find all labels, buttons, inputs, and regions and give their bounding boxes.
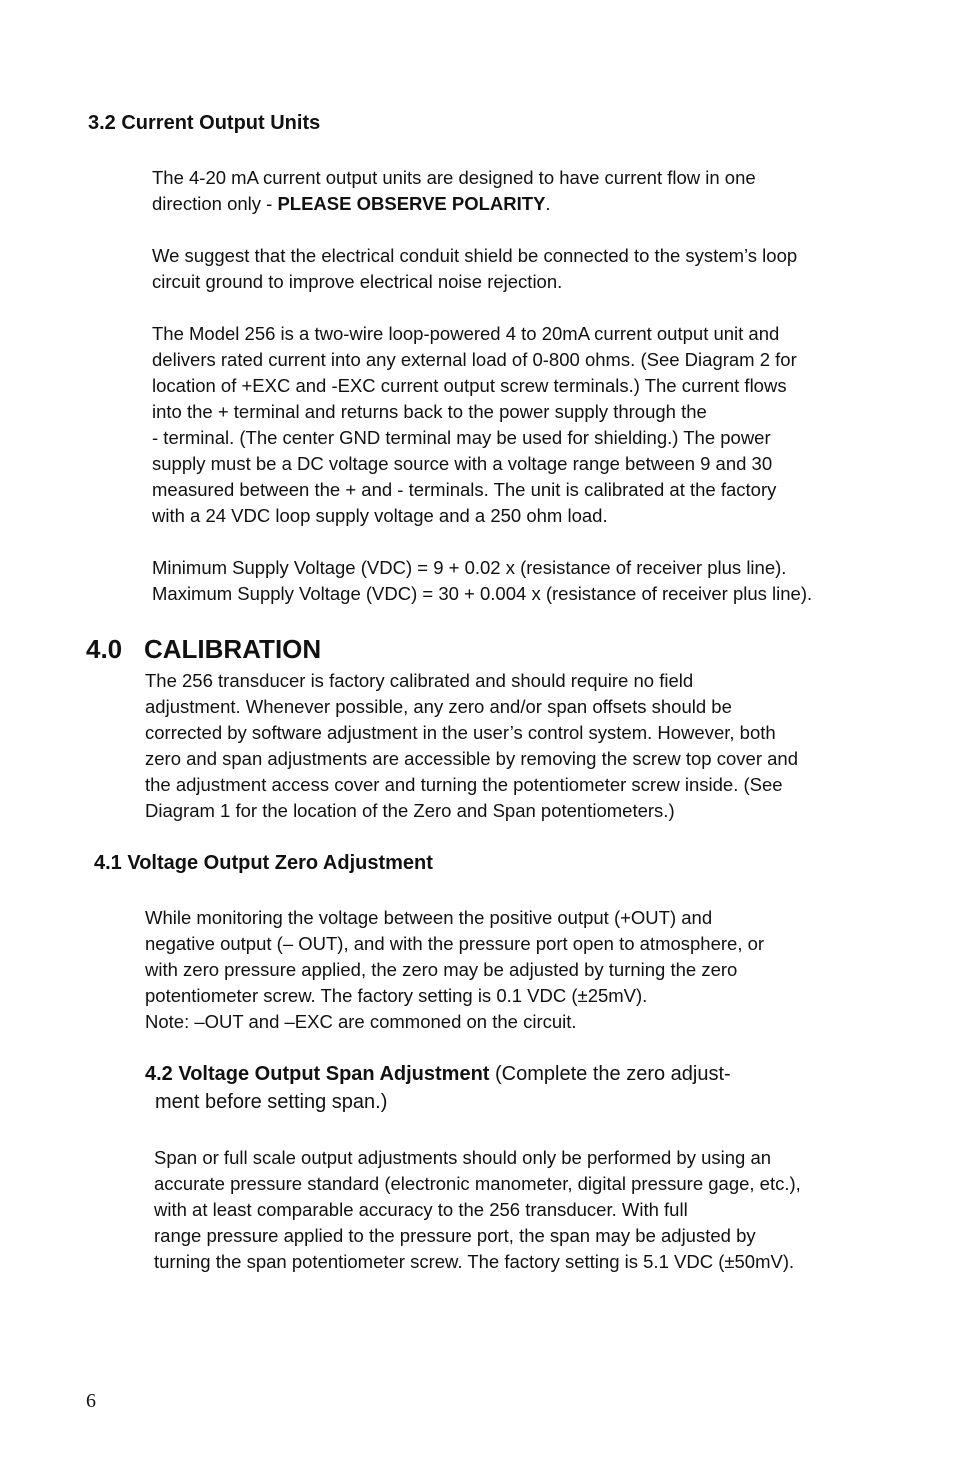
section-4-1-heading: 4.1 Voltage Output Zero Adjustment	[94, 852, 433, 874]
section-4-2-note: (Complete the zero adjust-	[489, 1063, 731, 1085]
text-line: We suggest that the electrical conduit shield be connected to the system’s loop	[152, 245, 798, 266]
text-line: While monitoring the voltage between the positive output (+OUT) and	[145, 907, 713, 928]
section-3-2-paragraph-shield	[152, 243, 797, 295]
text-fragment: direction only -	[152, 193, 278, 214]
page-number: 6	[86, 1390, 96, 1412]
text-line: potentiometer screw. The factory setting is 0.1 VDC (±25mV).	[145, 985, 648, 1006]
text-line: - terminal. (The center GND terminal may be used for shielding.) The power	[152, 427, 771, 448]
section-4-0-body	[145, 668, 798, 824]
section-4-2-body	[154, 1145, 801, 1275]
text-line: the adjustment access cover and turning the potentiometer screw inside. (See	[145, 774, 783, 795]
text-line: delivers rated current into any external load of 0-800 ohms. (See Diagram 2 for	[152, 349, 797, 370]
text-line: circuit ground to improve electrical noise rejection.	[152, 271, 563, 292]
section-4-1-body	[145, 905, 764, 1035]
text-line: measured between the + and - terminals. The unit is calibrated at the factory	[152, 479, 777, 500]
text-line: corrected by software adjustment in the user’s control system. However, both	[145, 722, 776, 743]
text-line: Span or full scale output adjustments should only be performed by using an	[154, 1147, 772, 1168]
text-line: adjustment. Whenever possible, any zero and/or span offsets should be	[145, 696, 732, 717]
section-4-2-heading	[145, 1060, 731, 1116]
section-4-0-heading	[86, 632, 321, 666]
polarity-warning: PLEASE OBSERVE POLARITY	[277, 193, 546, 214]
text-line: with at least comparable accuracy to the 256 transducer. With full	[154, 1199, 688, 1220]
text-line: The 256 transducer is factory calibrated and should require no field	[145, 670, 694, 691]
section-3-2-paragraph-polarity	[152, 165, 756, 217]
text-line: accurate pressure standard (electronic manometer, digital pressure gage, etc.),	[154, 1173, 801, 1194]
text-line: with a 24 VDC loop supply voltage and a 250 ohm load.	[152, 505, 608, 526]
text-line: into the + terminal and returns back to the power supply through the	[152, 401, 707, 422]
text-line: Note: –OUT and –EXC are commoned on the circuit.	[145, 1011, 577, 1032]
section-title: CALIBRATION	[144, 634, 322, 664]
text-line	[152, 191, 756, 217]
text-line: zero and span adjustments are accessible by removing the screw top cover and	[145, 748, 798, 769]
text-line: range pressure applied to the pressure port, the span may be adjusted by	[154, 1225, 756, 1246]
text-line: turning the span potentiometer screw. The factory setting is 5.1 VDC (±50mV).	[154, 1251, 795, 1272]
text-line: location of +EXC and -EXC current output screw terminals.) The current flows	[152, 375, 787, 396]
text-line: Minimum Supply Voltage (VDC) = 9 + 0.02 x (resistance of receiver plus line).	[152, 557, 787, 578]
section-3-2-paragraph-supply-voltage	[152, 555, 812, 607]
text-line: supply must be a DC voltage source with a voltage range between 9 and 30	[152, 453, 773, 474]
text-line: The Model 256 is a two-wire loop-powered 4 to 20mA current output unit and	[152, 323, 780, 344]
text-line: Diagram 1 for the location of the Zero and Span potentiometers.)	[145, 800, 675, 821]
text-fragment: .	[545, 193, 551, 214]
text-line: Maximum Supply Voltage (VDC) = 30 + 0.004 x (resistance of receiver plus line).	[152, 583, 813, 604]
text-line: negative output (– OUT), and with the pressure port open to atmosphere, or	[145, 933, 765, 954]
section-4-2-title: 4.2 Voltage Output Span Adjustment	[145, 1063, 490, 1085]
section-4-2-note-continued: ment before setting span.)	[155, 1091, 388, 1113]
text-line: The 4-20 mA current output units are designed to have current flow in one	[152, 167, 756, 188]
section-3-2-paragraph-model	[152, 321, 797, 529]
section-3-2-heading: 3.2 Current Output Units	[88, 112, 321, 134]
text-line: with zero pressure applied, the zero may be adjusted by turning the zero	[145, 959, 738, 980]
section-number: 4.0	[86, 634, 123, 664]
